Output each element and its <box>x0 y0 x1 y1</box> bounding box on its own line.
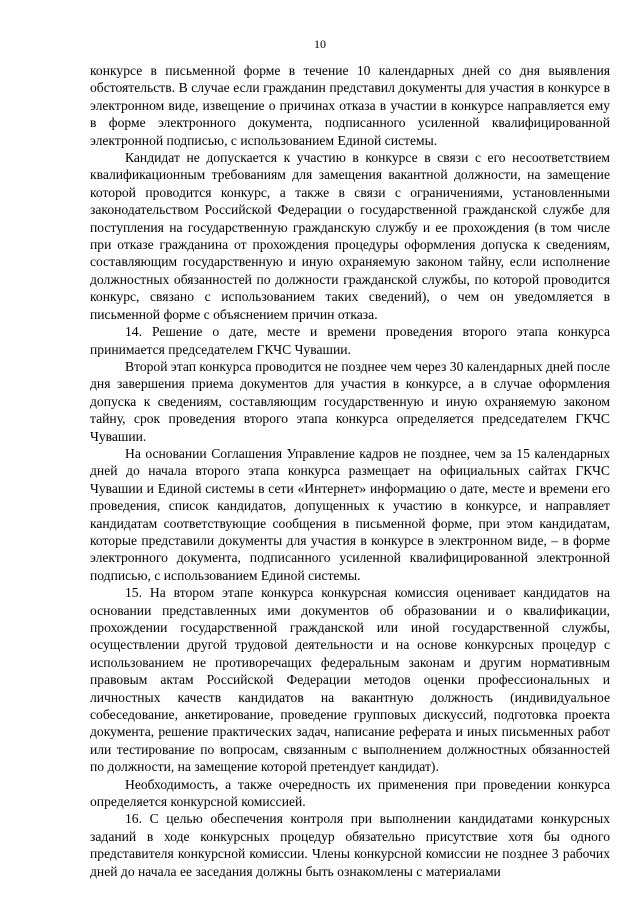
paragraph: 16. С целью обеспечения контроля при выполнении кандидатами конкурсных заданий в ходе конкурсных процедур обязательно присутствие хотя бы одного представителя конкурсной комиссии. Члены конкурсной комиссии не позднее 3 рабочих дней до начала ее заседания должны быть ознакомлены с материалами <box>90 811 610 879</box>
paragraph: Необходимость, а также очередность их применения при проведении конкурса определяется конкурсной комиссией. <box>90 776 610 810</box>
paragraph: На основании Соглашения Управление кадров не позднее, чем за 15 календарных дней до начала второго этапа конкурса размещает на официальных сайтах ГКЧС Чувашии и Единой системы в сети «Интернет» информацию о дате, месте и времени его проведения, список кандидатов, допущенных к участию в конкурсе, и направляет кандидатам соответствующие сообщения в письменной форме, при этом кандидатам, которые представили документы для участия в конкурсе в электронном виде, – в форме электронного документа, подписанного усиленной квалифицированной электронной подписью, с использованием Единой системы. <box>90 445 610 583</box>
document-body <box>90 62 610 880</box>
paragraph: 15. На втором этапе конкурса конкурсная комиссия оценивает кандидатов на основании представленных ими документов об образовании и о квалификации, прохождении государственной гражданской или иной государственной службы, осуществлении другой трудовой деятельности и на основе конкурсных процедур с использованием не противоречащих федеральным законам и другим нормативным правовым актам Российской Федерации методов оценки профессиональных и личностных качеств кандидатов на вакантную должность (индивидуальное собеседование, анкетирование, проведение групповых дискуссий, подготовка проекта документа, решение практических задач, написание реферата и иных письменных работ или тестирование по вопросам, связанным с выполнением должностных обязанностей по должности, на замещение которой претендует кандидат). <box>90 585 610 775</box>
page-number: 10 <box>314 37 326 51</box>
paragraph: Второй этап конкурса проводится не позднее чем через 30 календарных дней после дня завершения приема документов для участия в конкурсе, а в случае оформления допуска к сведениям, составляющим государственную и иную охраняемую законом тайну, срок проведения второго этапа конкурса определяется председателем ГКЧС Чувашии. <box>90 358 610 444</box>
paragraph: конкурсе в письменной форме в течение 10 календарных дней со дня выявления обстоятельств. В случае если гражданин представил документы для участия в конкурсе в электронном виде, извещение о причинах отказа в участии в конкурсе направляется ему в форме электронного документа, подписанного усиленной квалифицированной электронной подписью, с использованием Единой системы. <box>90 63 610 148</box>
paragraph: Кандидат не допускается к участию в конкурсе в связи с его несоответствием квалификационным требованиям для замещения вакантной должности, на замещение которой проводится конкурс, а также в связи с ограничениями, установленными законодательством Российской Федерации о государственной гражданской службе для поступления на государственную гражданскую службу и ее прохождения (в том числе при отказе гражданина от прохождения процедуры оформления допуска к сведениям, составляющим государственную и иную охраняемую законом тайну, если исполнение должностных обязанностей по должности гражданской службы, по которой проводится конкурс, связано с использованием таких сведений), о чем он уведомляется в письменной форме с объяснением причин отказа. <box>90 150 610 322</box>
paragraph: 14. Решение о дате, месте и времени проведения второго этапа конкурса принимается председателем ГКЧС Чувашии. <box>90 324 610 357</box>
